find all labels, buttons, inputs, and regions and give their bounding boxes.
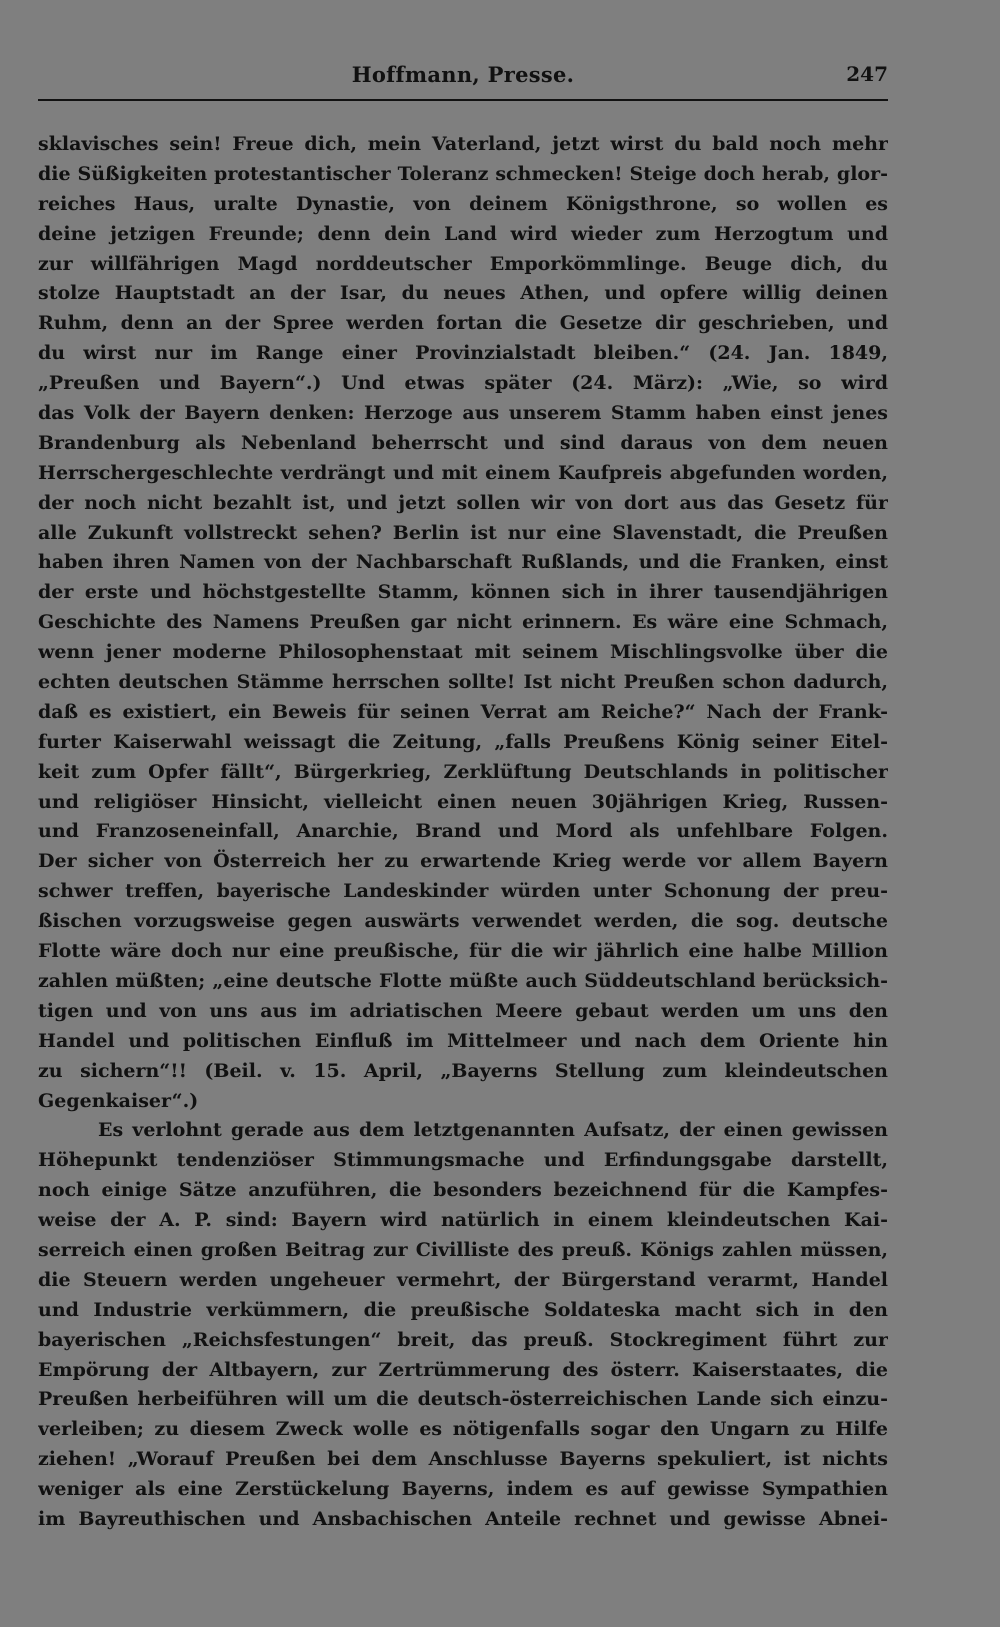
text-line: daß es existiert, ein Beweis für seinen Verrat am Reiche?“ Nach der Frank- [38,700,888,723]
running-title: Hoffmann, Presse. [351,62,575,87]
text-line: Empörung der Altbayern, zur Zertrümmerung des österr. Kaiserstaates, die [38,1358,888,1381]
text-line: Handel und politischen Einfluß im Mittelmeer und nach dem Oriente hin [38,1029,888,1052]
text-line: alle Zukunft vollstreckt sehen? Berlin ist nur eine Slavenstadt, die Preußen [38,521,888,544]
text-line: haben ihren Namen von der Nachbarschaft Rußlands, und die Franken, einst [38,551,888,574]
text-line: furter Kaiserwahl weissagt die Zeitung, „falls Preußens König seiner Eitel- [38,730,888,753]
text-line: Geschichte des Namens Preußen gar nicht erinnern. Es wäre eine Schmach, [38,611,888,634]
text-line: stolze Hauptstadt an der Isar, du neues Athen, und opfere willig deinen [38,282,888,305]
text-line: Herrschergeschlechte verdrängt und mit einem Kaufpreis abgefunden worden, [38,461,888,484]
text-line [38,1535,888,1565]
text-line: schwer treffen, bayerische Landeskinder würden unter Schonung der preu- [38,880,888,903]
text-line: weise der A. P. sind: Bayern wird natürlich in einem kleindeutschen Kai- [38,1209,888,1232]
text-line: bayerischen „Reichsfestungen“ breit, das preuß. Stockregiment führt zur [38,1328,888,1351]
text-line: wenn jener moderne Philosophenstaat mit seinem Mischlingsvolke über die [38,641,888,664]
text-line: zahlen müßten; „eine deutsche Flotte müßte auch Süddeutschland berücksich- [38,969,888,992]
text-line: die Süßigkeiten protestantischer Toleranz schmecken! Steige doch herab, glor- [38,162,888,185]
text-line: „Preußen und Bayern“.) Und etwas später (24. März): „Wie, so wird [38,372,888,395]
text-line: im Bayreuthischen und Ansbachischen Anteile rechnet und gewisse Abnei- [38,1507,888,1530]
text-line: die Steuern werden ungeheuer vermehrt, der Bürgerstand verarmt, Handel [38,1268,888,1291]
text-line: und religiöser Hinsicht, vielleicht einen neuen 30jährigen Krieg, Russen- [38,790,888,813]
running-head [38,58,888,92]
text-line: Ruhm, denn an der Spree werden fortan die Gesetze dir geschrieben, und [38,312,888,335]
text-line: reiches Haus, uralte Dynastie, von deinem Königsthrone, so wollen es [38,192,888,215]
text-line: Brandenburg als Nebenland beherrscht und sind daraus von dem neuen [38,431,888,454]
text-line: tigen und von uns aus im adriatischen Meere gebaut werden um uns den [38,999,888,1022]
text-body [38,130,888,1565]
text-line: Es verlohnt gerade aus dem letztgenannten Aufsatz, der einen gewissen [98,1119,888,1142]
text-line: Preußen herbeiführen will um die deutsch-österreichischen Lande sich einzu- [38,1388,888,1411]
text-line: zur willfährigen Magd norddeutscher Emporkömmlinge. Beuge dich, du [38,252,888,275]
text-line: das Volk der Bayern denken: Herzoge aus unserem Stamm haben einst jenes [38,402,888,425]
text-line: serreich einen großen Beitrag zur Civilliste des preuß. Königs zahlen müssen, [38,1238,888,1261]
text-line: verleiben; zu diesem Zweck wolle es nötigenfalls sogar den Ungarn zu Hilfe [38,1418,888,1441]
text-line: Der sicher von Österreich her zu erwartende Krieg werde vor allem Bayern [38,850,888,873]
text-line: und Industrie verkümmern, die preußische Soldateska macht sich in den [38,1298,888,1321]
text-line: noch einige Sätze anzuführen, die besonders bezeichnend für die Kampfes- [38,1179,888,1202]
text-line: du wirst nur im Range einer Provinzialstadt bleiben.“ (24. Jan. 1849, [38,342,888,365]
text-line: Flotte wäre doch nur eine preußische, für die wir jährlich eine halbe Million [38,940,888,963]
text-line: und Franzoseneinfall, Anarchie, Brand und Mord als unfehlbare Folgen. [38,820,888,843]
text-line: ziehen! „Worauf Preußen bei dem Anschlusse Bayerns spekuliert, ist nichts [38,1448,888,1471]
text-line: ßischen vorzugsweise gegen auswärts verwendet werden, die sog. deutsche [38,910,888,933]
text-line: sklavisches sein! Freue dich, mein Vaterland, jetzt wirst du bald noch mehr [38,133,888,155]
text-line: echten deutschen Stämme herrschen sollte! Ist nicht Preußen schon dadurch, [38,671,888,694]
text-line: zu sichern“!! (Beil. v. 15. April, „Bayerns Stellung zum kleindeutschen [38,1059,888,1082]
page-number: 247 [846,62,888,86]
text-line: der noch nicht bezahlt ist, und jetzt sollen wir von dort aus das Gesetz für [38,491,888,514]
text-line: Höhepunkt tendenziöser Stimmungsmache und Erfindungsgabe darstellt, [38,1149,888,1172]
text-line: Gegenkaiser“.) [38,1089,199,1112]
text-line: der erste und höchstgestellte Stamm, können sich in ihrer tausendjährigen [38,581,888,604]
text-line: weniger als eine Zerstückelung Bayerns, indem es auf gewisse Sympathien [38,1478,888,1501]
header-rule [38,99,888,101]
text-line: keit zum Opfer fällt“, Bürgerkrieg, Zerklüftung Deutschlands in politischer [38,760,888,783]
text-line: deine jetzigen Freunde; denn dein Land wird wieder zum Herzogtum und [38,222,888,245]
